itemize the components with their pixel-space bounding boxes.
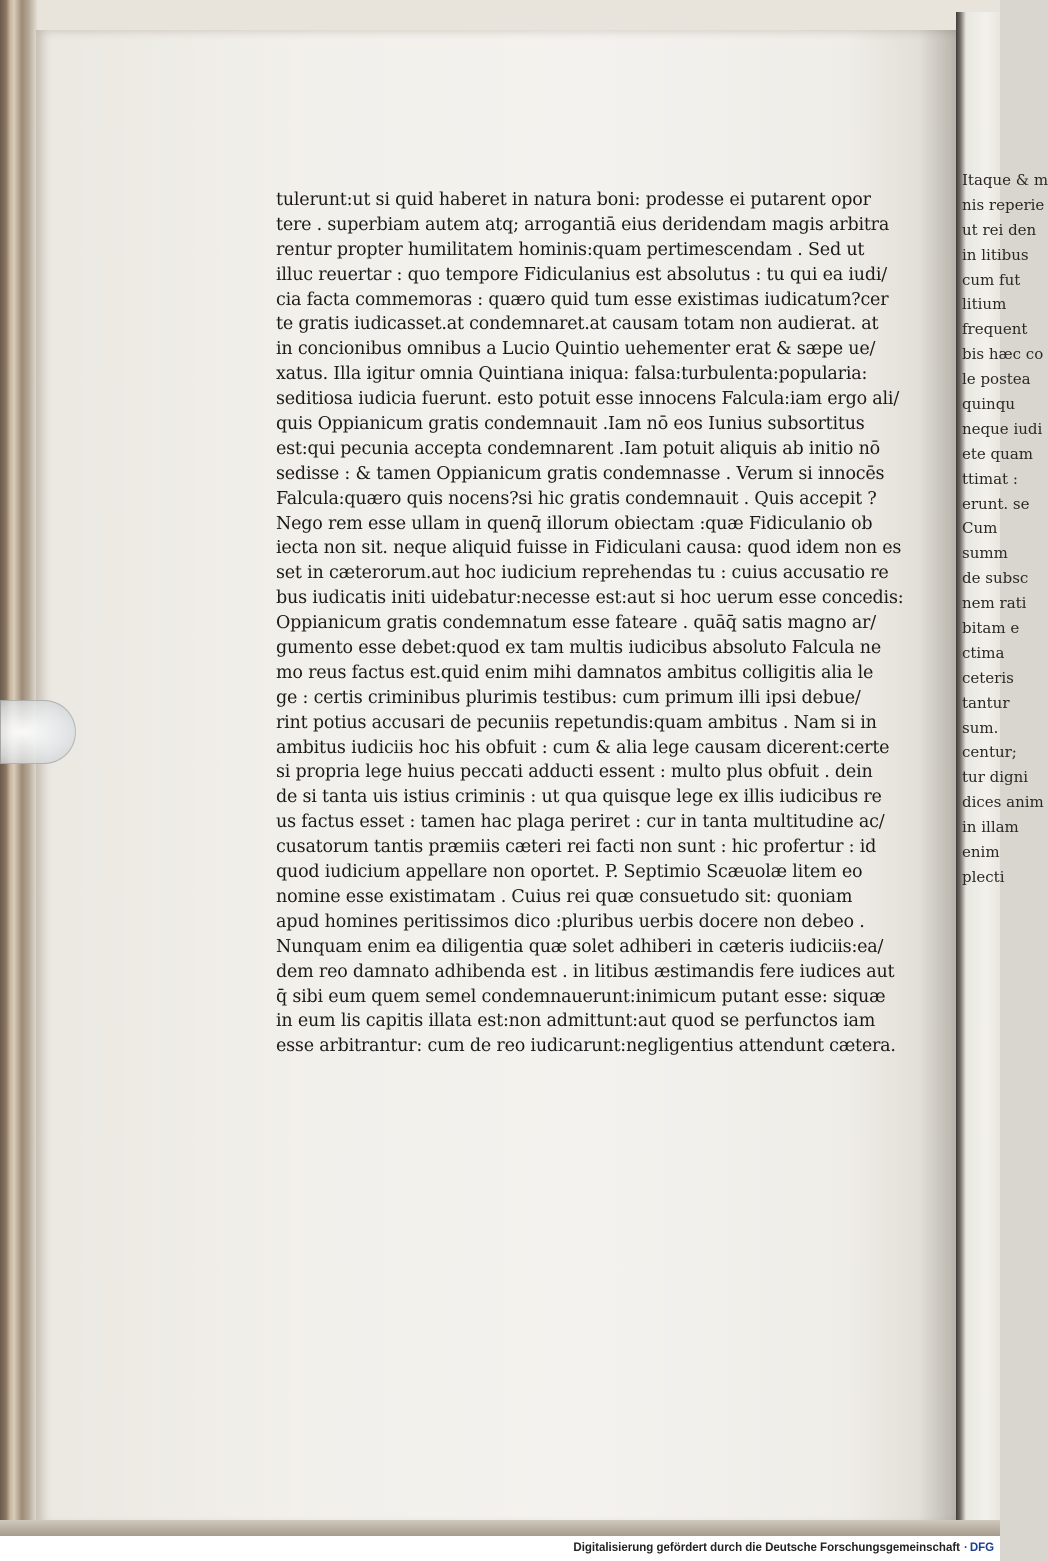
facing-page-line: tantur bbox=[962, 693, 1010, 712]
text-line: si propria lege huius peccati adducti essent : multo plus obfuit . dein bbox=[276, 762, 873, 783]
facing-page-line: cum fut bbox=[962, 270, 1021, 289]
text-line: dem reo damnato adhibenda est . in litibus æstimandis fere iudices aut bbox=[276, 961, 895, 982]
text-line: rentur propter humilitatem hominis:quam pertimescendam . Sed ut bbox=[276, 239, 865, 260]
text-line: est:qui pecunia accepta condemnarent .Iam potuit aliquis ab initio nō bbox=[276, 438, 881, 459]
text-line: cusatorum tantis præmiis cæteri rei facti non sunt : hic profertur : id bbox=[276, 837, 877, 858]
facing-page-line: centur; bbox=[962, 743, 1017, 762]
facing-page-line: dices anim bbox=[962, 793, 1044, 812]
text-line: sedisse : & tamen Oppianicum gratis condemnasse . Verum si innocēs bbox=[276, 463, 885, 484]
facing-page-line: in litibus bbox=[962, 245, 1029, 264]
main-text-block bbox=[276, 188, 916, 1059]
footer-bar bbox=[0, 1536, 1000, 1561]
text-line: xatus. Illa igitur omnia Quintiana iniqua: falsa:turbulenta:popularia: bbox=[276, 364, 868, 385]
text-line: esse arbitrantur: cum de reo iudicarunt:negligentius attendunt cætera. bbox=[276, 1036, 896, 1057]
text-line: bus iudicatis initi uidebatur:necesse est:aut si hoc uerum esse concedis: bbox=[276, 588, 904, 609]
footer-credit: Digitalisierung gefördert durch die Deutsche Forschungsgemeinschaft bbox=[573, 1542, 960, 1554]
text-line: illuc reuertar : quo tempore Fidiculanius est absolutus : tu qui ea iudi/ bbox=[276, 264, 887, 285]
text-line: seditiosa iudicia fuerunt. esto potuit esse innocens Falcula:iam ergo ali/ bbox=[276, 389, 900, 410]
text-line: Nunquam enim ea diligentia quæ solet adhiberi in cæteris iudiciis:ea/ bbox=[276, 936, 884, 957]
facing-page-line: litium bbox=[962, 295, 1007, 314]
text-line: set in cæterorum.aut hoc iudicium reprehendas tu : cuius accusatio re bbox=[276, 563, 889, 584]
facing-page-line: in illam bbox=[962, 818, 1019, 837]
facing-page-line: de subsc bbox=[962, 569, 1029, 588]
text-line: gumento esse debet:quod ex tam multis iudicibus absoluto Falcula ne bbox=[276, 638, 882, 659]
facing-page-line: le postea bbox=[962, 370, 1031, 389]
text-line: rint potius accusari de pecuniis repetundis:quam ambitus . Nam si in bbox=[276, 712, 877, 733]
facing-page-line: bitam e bbox=[962, 619, 1020, 638]
facing-page-line: nis reperie bbox=[962, 195, 1045, 214]
text-line: mo reus factus est.quid enim mihi damnatos ambitus colligitis alia le bbox=[276, 662, 874, 683]
text-line: us factus esset : tamen hac plaga periret : cur in tanta multitudine ac/ bbox=[276, 812, 885, 833]
text-line: iecta non sit. neque aliquid fuisse in Fidiculani causa: quod idem non es bbox=[276, 538, 902, 559]
text-line: quod iudicium appellare non oportet. P. Septimio Scæuolæ litem eo bbox=[276, 862, 863, 883]
facing-page-line: sum. bbox=[962, 718, 999, 737]
facing-page-line: ceteris bbox=[962, 668, 1014, 687]
facing-page-line: frequent bbox=[962, 320, 1028, 339]
text-line: tulerunt:ut si quid haberet in natura boni: prodesse ei putarent opor bbox=[276, 190, 871, 210]
text-line: Oppianicum gratis condemnatum esse fateare . quāq̄ satis magno ar/ bbox=[276, 613, 876, 634]
facing-page-line: Cum bbox=[962, 519, 998, 538]
facing-page-line: ut rei den bbox=[962, 220, 1037, 239]
text-line: quis Oppianicum gratis condemnauit .Iam nō eos Iunius subsortitus bbox=[276, 414, 865, 435]
text-line: in eum lis capitis illata est:non admittunt:aut quod se perfunctos iam bbox=[276, 1011, 876, 1032]
text-line: ambitus iudiciis hoc his obfuit : cum & alia lege causam dicerent:certe bbox=[276, 737, 890, 758]
text-line: nomine esse existimatam . Cuius rei quæ consuetudo sit: quoniam bbox=[276, 886, 853, 907]
text-line: Nego rem esse ullam in quenq̄ illorum obiectam :quæ Fidiculanio ob bbox=[276, 513, 873, 534]
facing-page-line: plecti bbox=[962, 867, 1005, 886]
book-clip-icon bbox=[0, 700, 76, 764]
text-line: tere . superbiam autem atq; arrogantiā eius deridendam magis arbitra bbox=[276, 214, 890, 235]
facing-page-line: tur digni bbox=[962, 768, 1029, 787]
text-line: q̄ sibi eum quem semel condemnauerunt:inimicum putant esse: siquæ bbox=[276, 986, 886, 1007]
text-line: Falcula:quæro quis nocens?si hic gratis condemnauit . Quis accepit ? bbox=[276, 488, 877, 509]
facing-page-line: neque iudi bbox=[962, 419, 1043, 438]
facing-page-line: nem rati bbox=[962, 594, 1027, 613]
text-line: cia facta commemoras : quæro quid tum esse existimas iudicatum?cer bbox=[276, 289, 889, 310]
page-bottom-edge bbox=[0, 1520, 1000, 1536]
facing-page-line: ete quam bbox=[962, 444, 1033, 463]
dfg-logo-icon: · DFG bbox=[964, 1542, 995, 1554]
facing-page-line: bis hæc co bbox=[962, 345, 1044, 364]
text-line: apud homines peritissimos dico :pluribus uerbis docere non debeo . bbox=[276, 911, 865, 932]
facing-page-line: enim bbox=[962, 843, 1000, 862]
facing-page-line: Itaque & m bbox=[962, 171, 1048, 189]
facing-page-line: summ bbox=[962, 544, 1008, 563]
text-line: te gratis iudicasset.at condemnaret.at causam totam non audierat. at bbox=[276, 314, 879, 335]
facing-page-line: erunt. se bbox=[962, 494, 1030, 513]
facing-page-line: quinqu bbox=[962, 395, 1015, 414]
text-line: de si tanta uis istius criminis : ut qua quisque lege ex illis iudicibus re bbox=[276, 787, 882, 808]
text-line: ge : certis criminibus plurimis testibus: cum primum illi ipsi debue/ bbox=[276, 687, 861, 708]
text-line: in concionibus omnibus a Lucio Quintio uehementer erat & sæpe ue/ bbox=[276, 339, 876, 360]
facing-page-line: ctima bbox=[962, 643, 1005, 662]
facing-page-line: ttimat : bbox=[962, 469, 1018, 488]
facing-page-text bbox=[962, 168, 1048, 890]
